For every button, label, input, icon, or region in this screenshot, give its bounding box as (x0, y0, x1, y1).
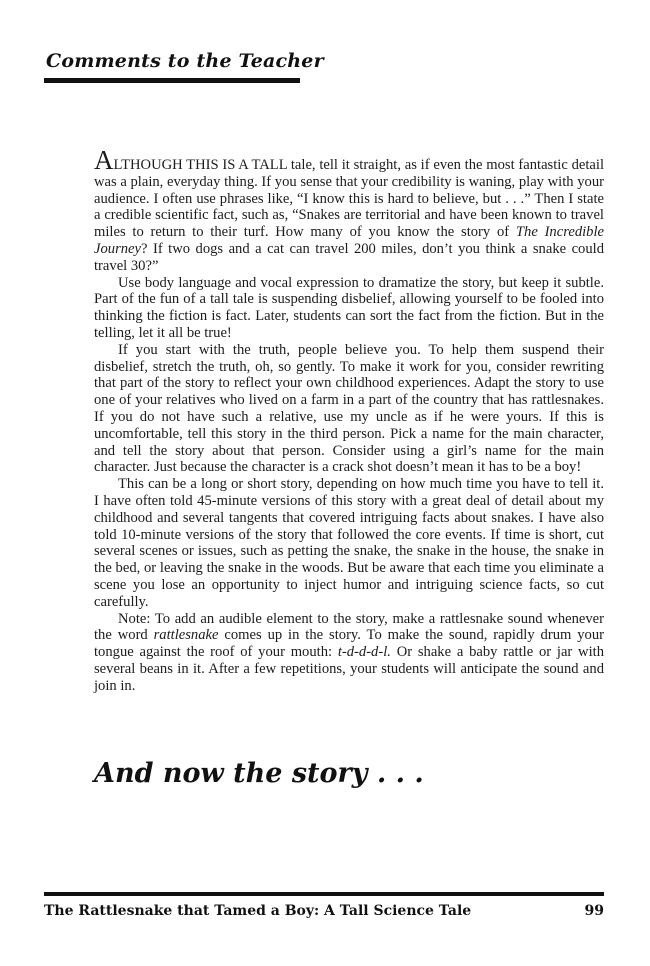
paragraph (94, 476, 604, 610)
text-run: Or shake a baby rattle or jar with several beans in it. After a few repetitions, your students will anticipate the sound and join in. (94, 644, 604, 694)
paragraph (94, 145, 604, 275)
paragraph (94, 611, 604, 695)
text-run: This can be a long or short story, depending on how much time you have to tell it. I have often told 45-minute versions of this story with a great deal of detail about my childhood and several tangents that covered intriguing facts about snakes. I have also told 10-minute versions of the story that followed the core events. If time is short, cut several scenes or issues, such as petting the snake, the snake in the house, the snake in the bed, or leaving the snake in the woods. But be aware that each time you eliminate a scene you lose an opportunity to inject humor and intriguing science facts, so cut carefully. (94, 476, 604, 610)
text-run: tale, tell it straight, as if even the most fantastic detail was a plain, everyday thing. If you sense that your credibility is waning, play with your audience. I often use phrases like, “I know this is hard to believe, but . . .” Then I state a credible scientific fact, such as, “Snakes are territorial and have been known to travel miles to return to their turf. How many of you know the story of (94, 157, 604, 241)
book-title: The Incredible Journey (94, 224, 604, 257)
sound-effect: t-d-d-d-l. (337, 644, 391, 661)
footer-rule (44, 892, 604, 896)
text-run: If you start with the truth, people believe you. To help them suspend their disbelief, stretch the truth, oh, so gently. To make it work for you, consider rewriting that part of the story to reflect your own childhood experiences. Adapt the story to use one of your relatives who lived on a farm in a part of the country that has rattlesnakes. If you do not have such a relative, use my uncle as if he were yours. If this is uncomfortable, tell this story in the third person. Pick a name for the main character, and tell the story about that person. Consider using a girl’s name for the main character. Just because the character is a crack shot doesn’t mean it has to be a boy! (94, 341, 604, 476)
text-run: Note: To add an audible element to the story, make a rattlesnake sound whenever the word (94, 610, 604, 644)
page-number: 99 (584, 903, 604, 919)
paragraph (94, 342, 604, 476)
footer-title: The Rattlesnake that Tamed a Boy: A Tall Science Tale (44, 903, 472, 919)
story-heading: And now the story . . . (94, 758, 424, 789)
paragraph (94, 275, 604, 342)
body-text (94, 145, 604, 695)
lead-caps: LTHOUGH THIS IS A TALL (113, 157, 288, 173)
text-run: Use body language and vocal expression to dramatize the story, but keep it subtle. Part of the fun of a tall tale is suspending disbelief, allowing yourself to be fooled into thinking the fiction is fact. Later, students can sort the fact from the fiction. But in the telling, let it all be true! (94, 274, 604, 341)
heading-underline (44, 78, 300, 83)
text-run: ? If two dogs and a cat can travel 200 miles, don’t you think a snake could travel 30?” (94, 240, 604, 274)
section-heading: Comments to the Teacher (46, 50, 324, 72)
text-run: comes up in the story. To make the sound, rapidly drum your tongue against the roof of your mouth: (94, 627, 604, 661)
italic-word: rattlesnake (153, 627, 219, 644)
drop-cap: A (94, 145, 114, 175)
